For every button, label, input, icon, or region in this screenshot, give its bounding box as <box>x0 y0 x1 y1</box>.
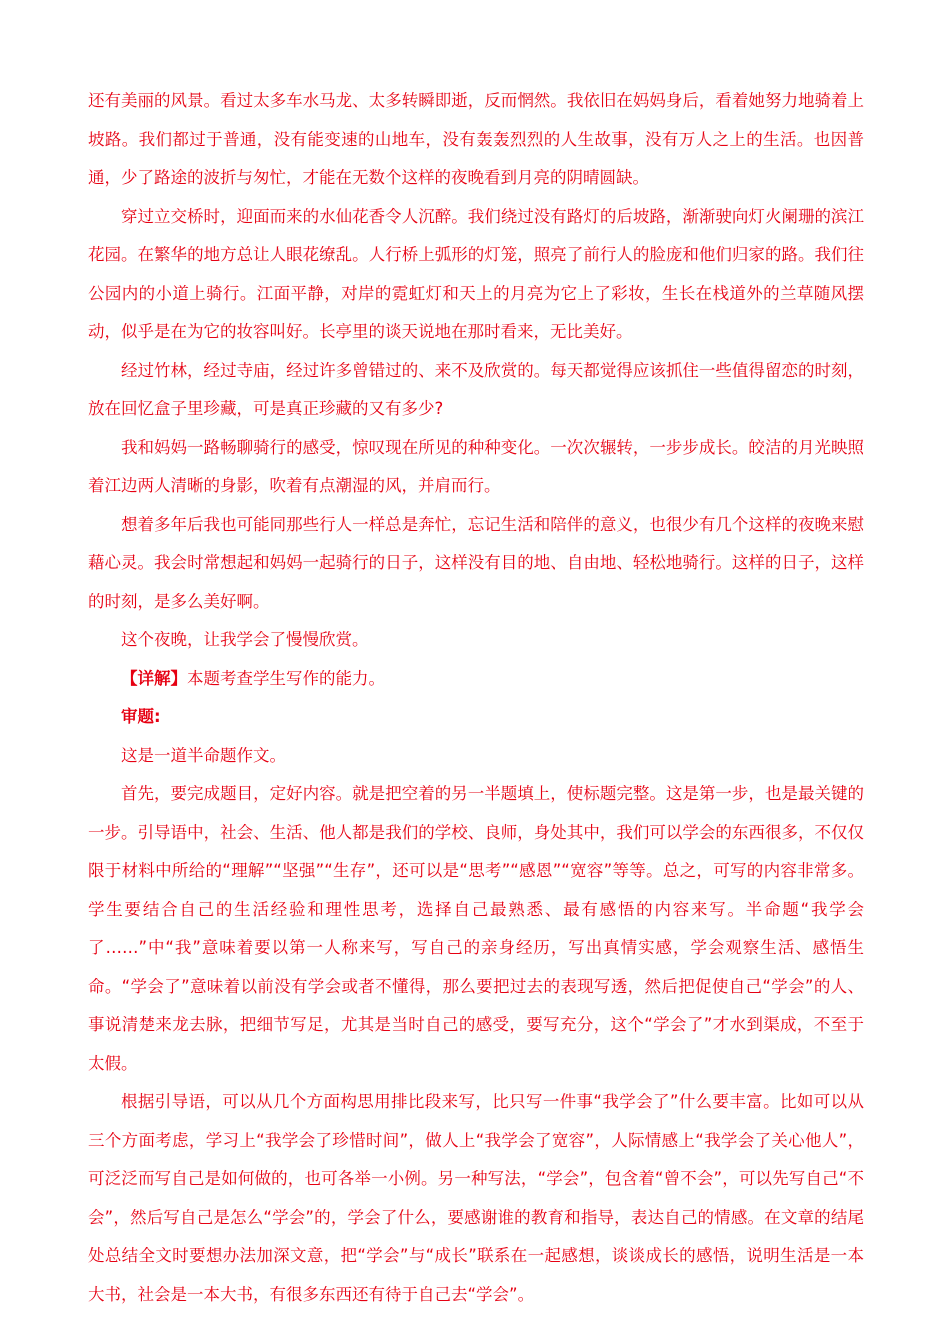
detail-label: 【详解】 <box>121 668 187 688</box>
essay-paragraph-5: 想着多年后我也可能同那些行人一样总是奔忙，忘记生活和陪伴的意义，也很少有几个这样的夜晚来慰藉心灵。我会时常想起和妈妈一起骑行的日子，这样没有目的地、自由地、轻松地骑行。这样的日子，这样的时刻，是多么美好啊。 <box>88 514 864 611</box>
analysis-paragraph-first: 首先，要完成题目，定好内容。就是把空着的另一半题填上，使标题完整。这是第一步，也是最关键的一步。引导语中，社会、生活、他人都是我们的学校、良师，身处其中，我们可以学会的东西很多，不仅仅限于材料中所给的“理解”“坚强”“生存”，还可以是“思考”“感恩”“宽容”等等。总之，可写的内容非常多。学生要结合自己的生活经验和理性思考，选择自己最熟悉、最有感悟的内容来写。半命题“我学会了……”中“我”意味着要以第一人称来写，写自己的亲身经历，写出真情实感，学会观察生活、感悟生命。“学会了”意味着以前没有学会或者不懂得，那么要把过去的表现写透，然后把促使自己“学会”的人、事说清楚来龙去脉，把细节写足，尤其是当时自己的感受，要写充分，这个“学会了”才水到渠成，不至于太假。 <box>88 784 864 1073</box>
essay-paragraph-4: 我和妈妈一路畅聊骑行的感受，惊叹现在所见的种种变化。一次次辗转，一步步成长。皎洁的月光映照着江边两人清晰的身影，吹着有点潮湿的风，并肩而行。 <box>88 437 864 495</box>
essay-paragraph-6: 这个夜晚，让我学会了慢慢欣赏。 <box>121 630 369 649</box>
detail-paragraph <box>88 660 864 699</box>
essay-paragraph-2: 穿过立交桥时，迎面而来的水仙花香令人沉醉。我们绕过没有路灯的后坡路，渐渐驶向灯火阑珊的滨江花园。在繁华的地方总让人眼花缭乱。人行桥上弧形的灯笼，照亮了前行人的脸庞和他们归家的路。我们往公园内的小道上骑行。江面平静，对岸的霓虹灯和天上的月亮为它上了彩妆，生长在栈道外的兰草随风摆动，似乎是在为它的妆容叫好。长亭里的谈天说地在那时看来，无比美好。 <box>88 206 864 341</box>
essay-paragraph-1: 还有美丽的风景。看过太多车水马龙、太多转瞬即逝，反而惘然。我依旧在妈妈身后，看着她努力地骑着上坡路。我们都过于普通，没有能变速的山地车，没有轰轰烈烈的人生故事，没有万人之上的生活。也因普通，少了路途的波折与匆忙，才能在无数个这样的夜晚看到月亮的阴晴圆缺。 <box>88 91 864 187</box>
analysis-paragraph-guide: 根据引导语，可以从几个方面构思用排比段来写，比只写一件事“我学会了”什么要丰富。比如可以从三个方面考虑，学习上“我学会了珍惜时间”，做人上“我学会了宽容”，人际情感上“我学会了关心他人”，可泛泛而写自己是如何做的，也可各举一小例。另一种写法，“学会”，包含着“曾不会”，可以先写自己“不会”，然后写自己是怎么“学会”的，学会了什么，要感谢谁的教育和指导，表达自己的情感。在文章的结尾处总结全文时要想办法加深文意，把“学会”与“成长”联系在一起感想，谈谈成长的感悟，说明生活是一本大书，社会是一本大书，有很多东西还有待于自己去“学会”。 <box>88 1092 864 1304</box>
document-page <box>88 82 864 1314</box>
essay-paragraph-3: 经过竹林，经过寺庙，经过许多曾错过的、来不及欣赏的。每天都觉得应该抓住一些值得留恋的时刻，放在回忆盒子里珍藏，可是真正珍藏的又有多少? <box>88 360 864 418</box>
review-heading: 审题: <box>121 707 161 726</box>
analysis-paragraph-type: 这是一道半命题作文。 <box>121 745 286 765</box>
detail-text: 本题考查学生写作的能力。 <box>187 668 385 688</box>
